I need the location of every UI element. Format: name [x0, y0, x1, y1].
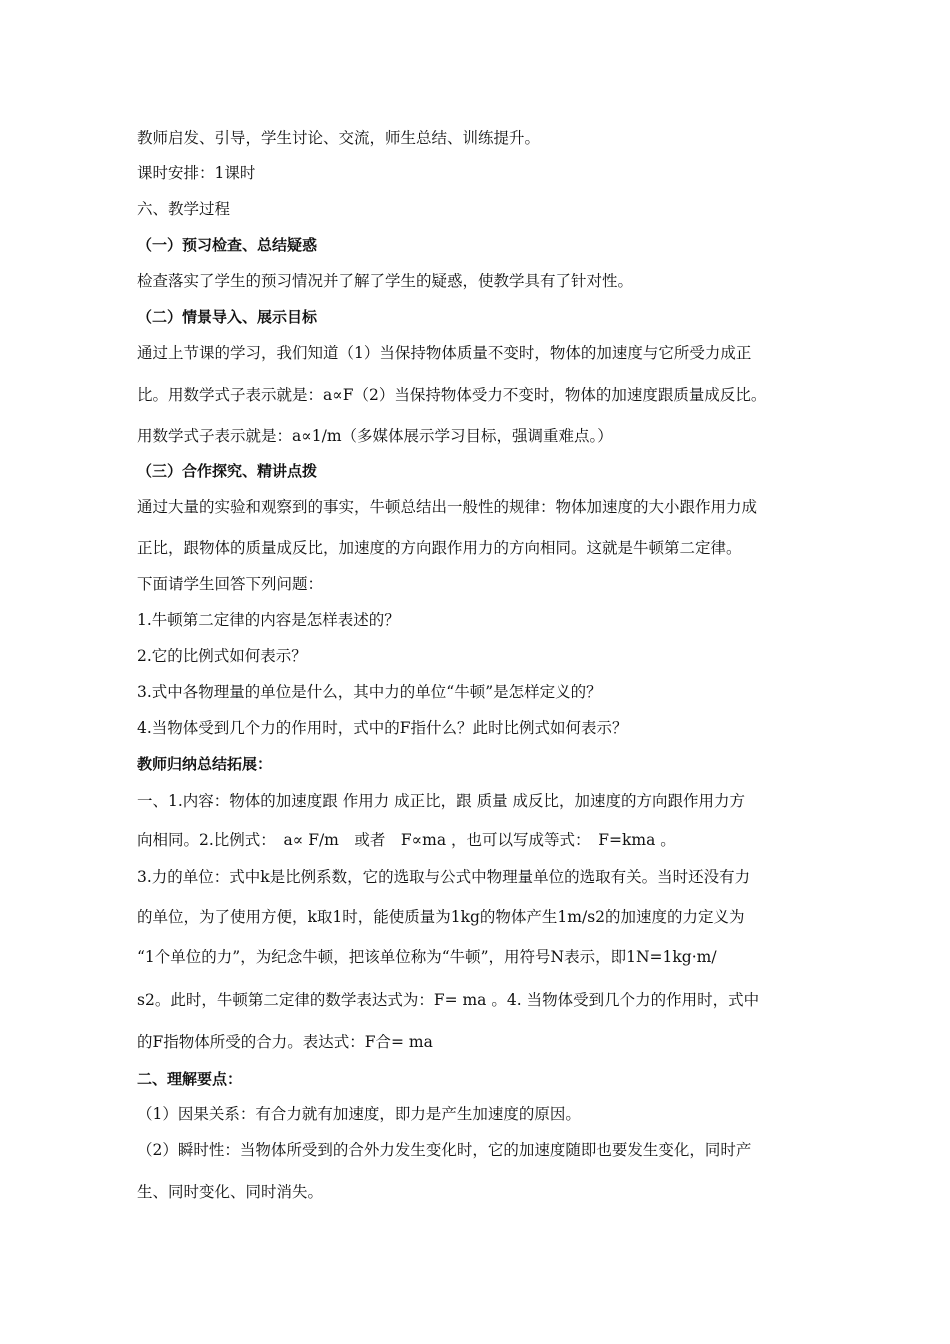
text-line: （1）因果关系：有合力就有加速度，即力是产生加速度的原因。: [137, 1105, 581, 1123]
subsection-heading: 二、理解要点：: [137, 1070, 243, 1088]
text-line: 的单位，为了使用方便，k取1时，能使质量为1kg的物体产生1m/s2的加速度的力定义为: [137, 908, 745, 926]
text-line: “1个单位的力”，为纪念牛顿，把该单位称为“牛顿”，用符号N表示，即1N=1kg·m/: [137, 948, 717, 966]
subsection-heading: 教师归纳总结拓展：: [137, 755, 273, 773]
text-line: 的F指物体所受的合力。表达式：F合= ma: [137, 1033, 433, 1051]
text-line: 一、1.内容：物体的加速度跟 作用力 成正比，跟 质量 成反比，加速度的方向跟作用力方: [137, 792, 745, 810]
question-item: 4.当物体受到几个力的作用时，式中的F指什么？此时比例式如何表示？: [137, 719, 628, 737]
question-item: 2.它的比例式如何表示？: [137, 647, 307, 665]
question-item: 1.牛顿第二定律的内容是怎样表述的？: [137, 611, 400, 629]
text-line: 通过大量的实验和观察到的事实，牛顿总结出一般性的规律：物体加速度的大小跟作用力成: [137, 498, 758, 516]
subsection-heading: （二）情景导入、展示目标: [137, 308, 318, 326]
text-line: 下面请学生回答下列问题：: [137, 575, 324, 593]
text-line: 生、同时变化、同时消失。: [137, 1183, 324, 1201]
subsection-heading: （一）预习检查、总结疑惑: [137, 236, 318, 254]
text-line: 教师启发、引导，学生讨论、交流，师生总结、训练提升。: [137, 129, 541, 147]
text-line: 向相同。2.比例式： a∝ F/m 或者 F∝ma ，也可以写成等式： F=kma 。: [137, 831, 676, 849]
subsection-heading: （三）合作探究、精讲点拨: [137, 462, 318, 480]
text-line: 通过上节课的学习，我们知道（1）当保持物体质量不变时，物体的加速度与它所受力成正: [137, 344, 752, 362]
text-line: （2）瞬时性：当物体所受到的合外力发生变化时，它的加速度随即也要发生变化，同时产: [137, 1141, 752, 1159]
text-line: 正比，跟物体的质量成反比，加速度的方向跟作用力的方向相同。这就是牛顿第二定律。: [137, 539, 742, 557]
question-item: 3.式中各物理量的单位是什么，其中力的单位“牛顿”是怎样定义的？: [137, 683, 602, 701]
section-heading: 六、教学过程: [137, 200, 231, 218]
text-line: 课时安排：1课时: [137, 164, 256, 182]
text-line: 检查落实了学生的预习情况并了解了学生的疑惑，使教学具有了针对性。: [137, 272, 634, 290]
text-line: s2。此时，牛顿第二定律的数学表达式为：F= ma 。4. 当物体受到几个力的作用时，式中: [137, 991, 760, 1009]
text-line: 用数学式子表示就是：a∝1/m（多媒体展示学习目标，强调重难点。）: [137, 427, 613, 445]
text-line: 3.力的单位：式中k是比例系数，它的选取与公式中物理量单位的选取有关。当时还没有力: [137, 868, 751, 886]
text-line: 比。用数学式子表示就是：a∝F（2）当保持物体受力不变时，物体的加速度跟质量成反比。: [137, 386, 767, 404]
